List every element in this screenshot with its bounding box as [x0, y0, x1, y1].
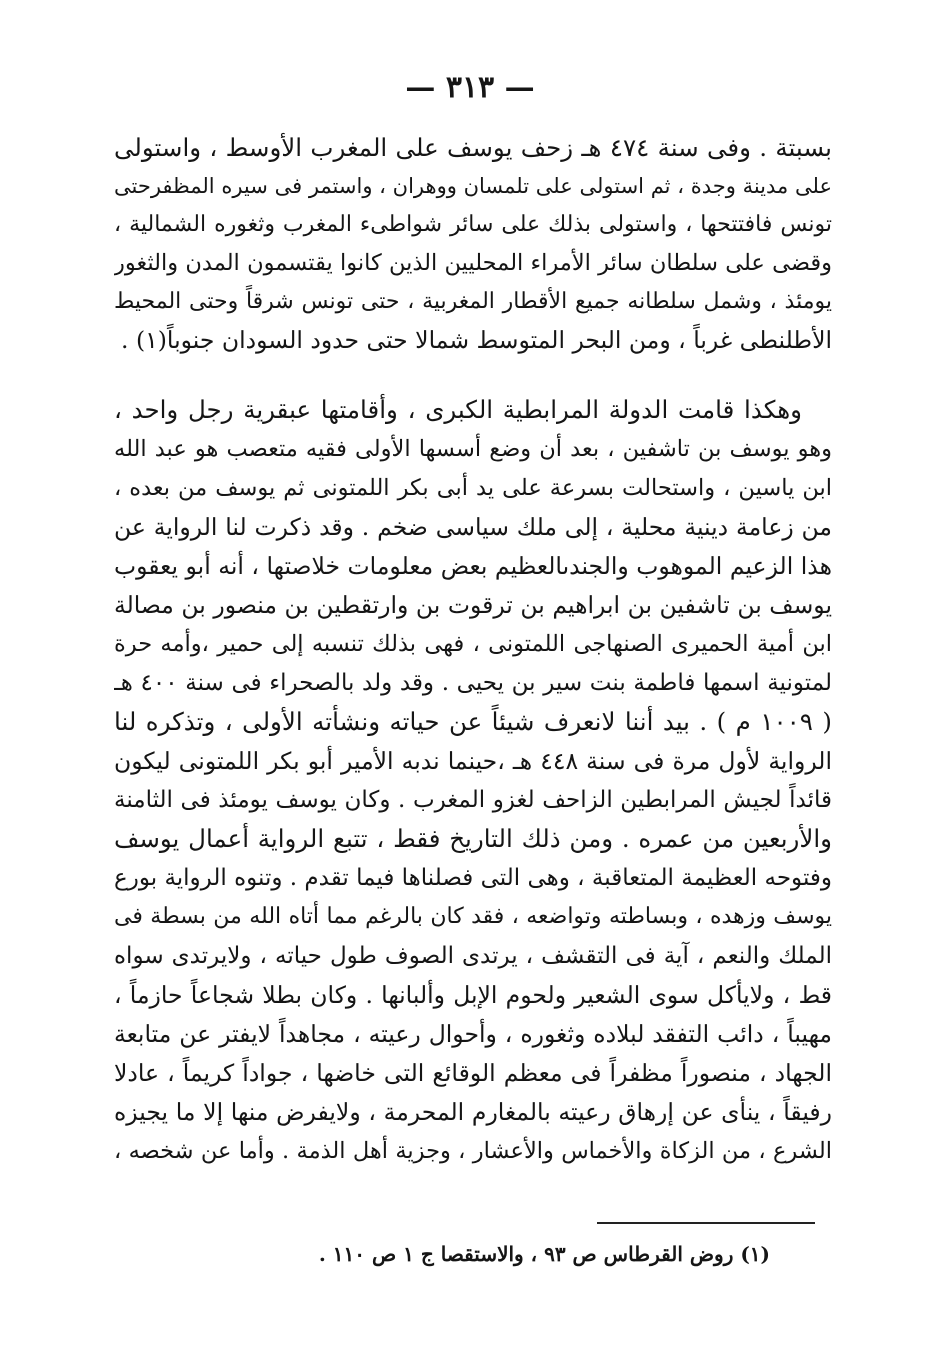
text-line: بسبتة . وفى سنة ٤٧٤ هـ زحف يوسف على المغرب الأوسط ، واستولى — [114, 133, 832, 162]
text-line: الشرع ، من الزكاة والأخماس والأعشار ، وجزية أهل الذمة . وأما عن شخصه ، — [114, 1138, 832, 1164]
text-line: وهكذا قامت الدولة المرابطية الكبرى ، وأقامتها عبقرية رجل واحد ، — [114, 395, 802, 424]
text-line: والأربعين من عمره . ومن ذلك التاريخ فقط ، تتبع الرواية أعمال يوسف — [114, 824, 832, 853]
text-line: الرواية لأول مرة فى سنة ٤٤٨ هـ ،حينما ندبه الأمير أبو بكر اللمتونى ليكون — [114, 747, 832, 775]
text-line: الأطلنطى غرباً ، ومن البحر المتوسط شمالا حتى حدود السودان جنوباً(١) . — [121, 326, 832, 354]
page-number: — ٣١٣ — — [405, 70, 535, 105]
text-line: ابن أمية الحميرى الصنهاجى اللمتونى ، فهى بذلك تنسبه إلى حمير ،وأمه حرة — [114, 631, 832, 657]
text-line: قط ، ولايأكل سوى الشعير ولحوم الإبل وألبانها . وكان بطلا شجاعاً حازماً ، — [114, 981, 832, 1009]
footnote: (١) روض القرطاس ص ٩٣ ، والاستقصا ج ١ ص ١١٠ . — [318, 1242, 770, 1266]
text-line: على مدينة وجدة ، ثم استولى على تلمسان ووهران ، واستمر فى سيره المظفرحتى — [114, 174, 832, 198]
text-line: وهو يوسف بن تاشفين ، بعد أن وضع أسسها الأولى فقيه متعصب هو عبد الله — [114, 436, 832, 462]
footnote-separator — [597, 1222, 815, 1224]
text-line: رفيقاً ، ينأى عن إرهاق رعيته بالمغارم المحرمة ، ولايفرض منها إلا ما يجيزه — [114, 1098, 832, 1126]
text-line: ( ١٠٠٩ م ) . بيد أننا لانعرف شيئاً عن حياته ونشأته الأولى ، وتذكره لنا — [114, 707, 832, 736]
text-line: الملك والنعم ، آية فى التقشف ، يرتدى الصوف طول حياته ، ولايرتدى سواه — [114, 943, 832, 969]
text-line: لمتونية اسمها فاطمة بنت سير بن يحيى . وقد ولد بالصحراء فى سنة ٤٠٠ هـ — [114, 670, 832, 696]
text-line: يومئذ ، وشمل سلطانه جميع الأقطار المغربية ، حتى تونس شرقاً وحتى المحيط — [114, 289, 832, 314]
text-line: هذا الزعيم الموهوب والجندىالعظيم بعض معلومات خلاصتها ، أنه أبو يعقوب — [114, 552, 832, 580]
text-line: وقضى على سلطان سائر الأمراء المحليين الذين كانوا يقتسمون المدن والثغور — [114, 250, 832, 276]
text-line: تونس فافتتحها ، واستولى بذلك على سائر شواطىء المغرب وثغوره الشمالية ، — [114, 212, 832, 237]
text-line: قائداً لجيش المرابطين الزاحف لغزو المغرب . وكان يوسف يومئذ فى الثامنة — [114, 787, 832, 813]
text-line: مهيباً ، دائب التفقد لبلاده وثغوره ، وأحوال رعيته ، مجاهداً لايفتر عن متابعة — [114, 1020, 832, 1048]
text-line: من زعامة دينية محلية ، إلى ملك سياسى ضخم . وقد ذكرت لنا الرواية عن — [114, 513, 832, 541]
text-line: ابن ياسين ، واستحالت بسرعة على يد أبى بكر اللمتونى ثم يوسف من بعده ، — [114, 475, 832, 501]
text-line: وفتوحه العظيمة المتعاقبة ، وهى التى فصلناها فيما تقدم . وتنوه الرواية بورع — [114, 865, 832, 891]
text-line: يوسف بن تاشفين بن ابراهيم بن ترقوت بن وارتقطين بن منصور بن مصالة — [114, 591, 832, 619]
text-line: يوسف وزهده ، وبساطته وتواضعه ، فقد كان بالرغم مما أتاه الله من بسطة فى — [114, 904, 832, 929]
text-line: الجهاد ، منصوراً مظفراً فى معظم الوقائع التى خاضها ، جواداً كريماً ، عادلا — [114, 1059, 832, 1087]
